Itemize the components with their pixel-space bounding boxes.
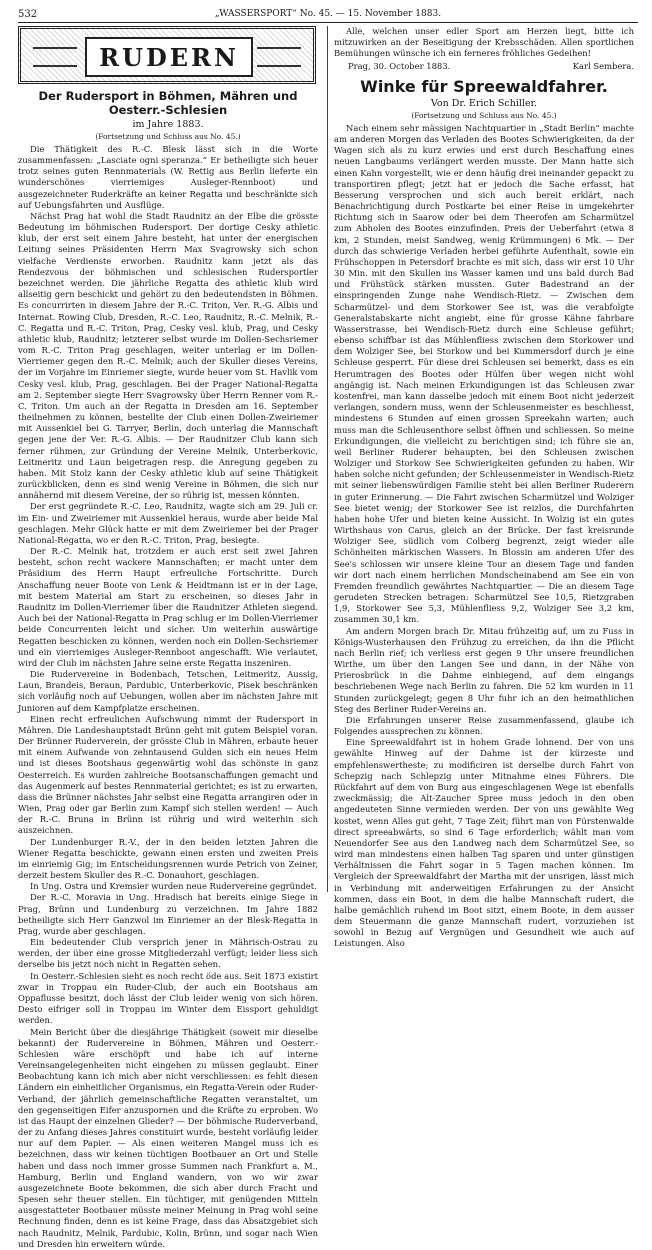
left-column	[18, 26, 318, 1249]
continuation-note: (Fortsetzung und Schluss aus No. 45.)	[411, 110, 557, 120]
signature-name: Karl Sembera.	[572, 60, 634, 71]
paragraph: Der R.-C. Moravia in Ung. Hradisch hat bereits einige Siege in Prag, Brünn und Lundenburg zu verzeichnen. Im Jahre 1882 betheiligte sich Herr Ganzwol im Einriemer an der Blesk-Regatta in Prag, wurde aber geschlagen.	[18, 892, 318, 936]
article-author: Von Dr. Erich Schiller.	[430, 97, 538, 109]
article-title: Der Rudersport in Böhmen, Mähren und Oesterr.-Schlesien	[38, 89, 298, 117]
paragraph: Der Lundenburger R.-V., der in den beiden letzten Jahren die Wiener Regatta beschickte, gewann einen ersten und zweiten Preis im einriemig Gig; im Entscheidungsrennen wurde Petrich von Zeiner, derzeit bestem Skuller des R.-C. Donauhort, geschlagen.	[18, 836, 318, 881]
rudern-section-banner	[18, 26, 316, 84]
paragraph: Der R.-C. Melnik hat, trotzdem er auch erst seit zwei Jahren besteht, schon recht wackere Mannschaften; er macht unter dem Präsidium des Herrn Haupt erfreuliche Fortschritte. Durch Anschaffung neuer Boote von Lenk & Heidtmann ist er in der Lage, mit bestem Material am Start zu erscheinen, so dieses Jahr in Raudnitz im Dollen-Vierriemer über die Raudnitzer Athleten siegend. Auch bei der National-Regatta in Prag schlug er im Dollen-Vierriemer beide Concurrenten leicht und sicher. Um weiterhin auswärtige Regatten beschicken zu können, werden noch ein Dollen-Sechsriemer und ein vierriemiges Ausleger-Rennboot angeschafft. Wie verlautet, wird der Club im nächsten Jahre seine erste Regatta inszeniren.	[18, 546, 318, 668]
running-header	[18, 8, 638, 23]
article-year: im Jahre 1883.	[132, 118, 204, 130]
paragraph: Die Erfahrungen unserer Reise zusammenfassend, glaube ich Folgendes aussprechen zu können.	[334, 714, 634, 737]
page-number: 532	[18, 9, 38, 20]
paragraph: Die Thätigkeit des R.-C. Blesk lässt sich in die Worte zusammenfassen: „Lasciate ogni speranza.“ Er betheiligte sich heuer trotz seines guten Rennmaterials (W. Rettig aus Berlin lieferte ein wunderschönes vierriemiges Ausleger-Rennboot) und ausgezeichneter Ruderkräfte an keiner Regatta und beschränkte sich auf Uebungsfahrten und Ausflüge.	[18, 143, 318, 210]
section-title: RUDERN	[99, 42, 239, 72]
paragraph: Die Rudervereine in Bodenbach, Tetschen, Leitmeritz, Aussig, Laun, Brandeis, Beraun, Pardubic, Unterberkovic, Pisek beschränken sich vorläufig noch auf Uebungen, wollen aber im nächsten Jahre mit Junioren auf dem Kampfplatze erscheinen.	[18, 669, 318, 713]
paragraph: Alle, welchen unser edler Sport am Herzen liegt, bitte ich mitzuwirken an der Beseitigung der Krebsschäden. Allen sportlichen Bemühungen wünsche ich ein ferneres fröhliches Gedeihen!	[334, 26, 634, 59]
paragraph: Einen recht erfreulichen Aufschwung nimmt der Rudersport in Mähren. Die Landeshauptstadt Brünn geht mit gutem Beispiel voran. Der Brünner Ruderverein, der grösste Club in Mähren, erbaute heuer mit einem Aufwande von zehntausend Gulden sich ein neues Heim und ist dieses Bootshaus gegenwärtig wohl das schönste in ganz Oesterreich. Es wurden zahlreiche Bootsanschaffungen gemacht und das Augenmerk auf bestes Rennmaterial gerichtet; es ist zu erwarten, dass die Brünner nächstes Jahr selbst eine Regatta arrangiren oder in Wien, Prag oder gar Berlin zum Kampf sich stellen werden! — Auch der R.-C. Bruna in Brünn ist rührig und wird weiterhin sich auszeichnen.	[18, 713, 318, 836]
signature-place: Prag, 30. October 1883.	[348, 60, 451, 71]
paragraph: Nach einem sehr mässigen Nachtquartier in „Stadt Berlin“ machte am anderen Morgen das Verladen des Bootes Schwierigkeiten, da der Wagen sich als zu kurz erwies und erst durch Beschaffung eines neuen Langbaums verlängert werden musste. Der Mann hatte sich einen Kahn vorgestellt, wie er denn häufig drei ineinander gepackt zu transportiren pflegt; jetzt hat er jedoch die Sache erfasst, hat Besserung versprochen und sich auch bereit erklärt, nach Benachrichtigung durch Postkarte bei einer Reise in umgekehrter Richtung sich in Saarow oder bei dem Theerofen am Scharmützel zum Abholen des Bootes einzufinden. Preis der Ueberfahrt (etwa 8 km, 2 Stunden, meist Sandweg, wenig Krümmungen) 6 Mk. — Der durch das schwierige Verladen herbei geführte Aufenthalt, sowie ein Frühschoppen in Petersdorf brachte es mit sich, dass wir erst 10 Uhr 30 Min. mit den Skullen ins Wasser kamen und uns bald durch Bad und Frühstück stärken mussten. Guter Badestrand an der einspringenden Zunge nahe Wendisch-Rietz. — Zwischen dem Scharmützel- und dem Storkower See ist, was die verabfolgte Generalstabskarte nicht angiebt, eine für grosse Kähne fahrbare Wasserstrasse, bei Wendisch-Rietz durch eine Schleuse geführt; ebenso schiffbar ist das Mühlenfliess zwischen dem Storkower und dem Wolziger See, bei Storkow und bei Kummersdorf durch je eine Schleuse gesperrt. Für diese drei Schleusen sei bemerkt, dass es ein Herumtragen des Bootes oder Hülfen über wegen nicht wohl angängig ist. Nach meinen Erkundigungen ist das Schleusen zwar kostenfrei, man kann dasselbe jedoch mit einem Boot nicht jederzeit verlangen, sondern muss, wenn der Schleusenmeister es beschliesst, mindestens 6 Stunden auf einen grossen Spreekahn warten; auch muss man die Schleusenthore selbst öffnen und schliessen. So meine Erkundigungen, die vielleicht zu berichtigen sind; ich führe sie an, weil Berliner Ruderer behaupten, bei den Schleusen zwischen Wolziger und Storkow See Schwierigkeiten gefunden zu haben. Wir haben solche nicht gefunden; der Schleusenmeister in Wendisch-Rietz mit seiner liebenswürdigen Familie steht bei allen Berliner Ruderern in guter Erinnerung. — Die Fahrt zwischen Scharmützel und Wolziger See bietet wenig; der Storkower See ist reizlos, die Durchfahrten haben hohe Ufer und bieten keine Aussicht. In Wolzig ist ein gutes Wirthshaus von Carus, gleich an der Brücke. Der fast kreisrunde Wolziger See, südlich vom Colberg begrenzt, zeigt wieder alle Schönheiten märkischen Wassers. In Blossin am anderen Ufer des See's schlossen wir unsere kleine Tour an diesem Tage und fanden wir dort nach einem herrlichen Mondscheinabend am See ein von Fremden freundlich gewährtes Nachtquartier. — Die an diesem Tage gerudeten Strecken betragen: Scharmützel See 10,5, Rietzgraben 1,9, Storkower See 5,3, Mühlenfliess 9,2, Wolziger See 3,2 km, zusammen 30,1 km.	[334, 122, 634, 625]
paragraph: Mein Bericht über die diesjährige Thätigkeit (soweit mir dieselbe bekannt) der Rudervereine in Böhmen, Mähren und Oesterr.-Schlesien wäre erschöpft und habe ich auf interne Vereinsangelegenheiten nicht eingehen zu müssen geglaubt. Einer Beobachtung kann ich mich aber nicht verschliessen: es fehlt diesen Ländern ein einheitlicher Organismus, ein Regatta-Verein oder Ruder-Verband, der jährlich gemeinschaftliche Regatten veranstaltet, um den gegenseitigen Eifer anzuspornen und die Kräfte zu erproben. Wo ist das Haupt der einzelnen Glieder? — Der böhmische Ruderverband, der zu Anfang dieses Jahres constituirt wurde, besteht vorläufig leider nur auf dem Papier. — Als einen weiteren Mangel muss ich es bezeichnen, dass wir keinen tüchtigen Bootbauer an Ort und Stelle haben und dass noch immer grosse Summen nach Frankfurt a. M., Hamburg, Berlin und England wandern, von wo wir zwar ausgezeichnete Boote bekommen, die sich aber durch Fracht und Spesen sehr theuer stellen. Ein tüchtiger, mit genügenden Mitteln ausgestatteter Bootbauer müsste meiner Meinung in Prag wohl seine Rechnung finden, denn es ist keine Frage, dass das Absatzgebiet sich nach Raudnitz, Melnik, Pardubic, Kolin, Brünn, und sogar nach Wien und Dresden hin erweitern würde.	[18, 1026, 318, 1249]
paragraph: Der erst gegründete R.-C. Leo, Raudnitz, wagte sich am 29. Juli cr. im Ein- und Zweiriemer mit Aussenkiel heraus, wurde aber beide Mal geschlagen. Mehr Glück hatte er mit dem Zweiriemer bei der Prager National-Regatta, wo er den R.-C. Triton, Prag, besiegte.	[18, 501, 318, 545]
paragraph: In Oesterr.-Schlesien sieht es noch recht öde aus. Seit 1873 existirt zwar in Troppau ein Ruder-Club, der auch ein Bootshaus am Oppaflusse besitzt, doch lässt der Club leider wenig von sich hören. Desto eifriger soll in Troppau im Winter dem Eissport gehuldigt werden.	[18, 970, 318, 1026]
signature-line	[334, 61, 634, 71]
banner-plate	[85, 37, 253, 77]
newspaper-page	[18, 8, 638, 1249]
right-column	[334, 26, 634, 949]
paragraph: Am andern Morgen brach Dr. Mitau frühzeitig auf, um zu Fuss in Königs-Wusterhausen den Frühzug zu erreichen, da ihn die Pflicht nach Berlin rief; ich verliess erst gegen 9 Uhr unsere freundlichen Wirthe, um über den Langen See und dann, in der Nähe von Prierosbrück in die Dahme einbiegend, auf dem eingangs beschriebenen Wege nach Berlin zu fahren. Die 52 km wurden in 11 Stunden zurückgelegt; gegen 8 Uhr fuhr ich an den heimathlichen Steg des Berliner Ruder-Vereins an.	[334, 625, 634, 714]
ornament-left-icon	[33, 47, 77, 67]
running-head-title: „WASSERSPORT“ No. 45. — 15. November 1883.	[214, 9, 442, 19]
paragraph: Eine Spreewaldfahrt ist in hohem Grade lohnend. Der von uns gewählte Hinweg auf der Dahme ist der kürzeste und empfehlenswertheste; zu modificiren ist derselbe durch Fahrt von Schepzig nach Schlepzig unter Mitnahme eines Führers. Die Rückfahrt auf dem von Burg aus eingeschlagenen Wege ist ebenfalls zweckmässig; die Alt-Zaucher Spree muss jedoch in den oben angedeuteten Sinne vermieden werden. Der von uns gewählte Weg kostet, wenn Alles gut geht, 7 Tage Zeit; führt man von Fürstenwalde direct spreeabwärts, so sind 6 Tage erforderlich; wählt man vom Neuendorfer See aus den Landweg nach dem Scharmützel See, so wird man mindestens einen halben Tag sparen und unter günstigen Verhältnissen die Fahrt sogar in 5 Tagen machen können. Im Vergleich der Spreewaldfahrt der Martha mit der unsrigen, lässt mich in Verbindung mit anderweitigen Erfahrungen zu der Ansicht kommen, dass ein Boot, in dem die halbe Mannschaft rudert, die halbe gemächlich ruhend im Boot sitzt, einem Boote, in dem ausser dem Steuermann die ganze Mannschaft rudert, vorzuziehen ist sowohl in Bezug auf Vergnügen und Gesundheit wie auch auf Leistungen. Also	[334, 737, 634, 949]
paragraph: In Ung. Ostra und Kremsier wurden neue Rudervereine gegründet.	[30, 881, 317, 892]
paragraph: Nächst Prag hat wohl die Stadt Raudnitz an der Elbe die grösste Bedeutung im böhmischen Rudersport. Der dortige Cesky athletic klub, der erst seit einem Jahre besteht, hat unter der energischen Leitung seines Präsidenten Herrn Max Svagrowsky sich schon vielfache Verdienste erworben. Raudnitz kann jetzt als das Rendezvous der böhmischen und schlesischen Rudersportler bezeichnet werden. Die jährliche Regatta des athletic klub wird allseitig gern beschickt und gehört zu den bedeutendsten in Böhmen. Es concurrirten in diesem Jahre der R.-C. Triton, Ver. R.-G. Albis und Internat. Rowing Club, Dresden, R.-C. Leo, Raudnitz, R.-C. Melnik, R.-C. Regatta und R.-C. Triton, Prag, Cesky vesl. klub, Prag, und Cesky athletic klub, Raudnitz; letzterer selbst wurde im Dollen-Sechsriemer vom R.-C. Triton Prag geschlagen, weiter unterlag er im Dollen-Vierriemer gegen den R.-C. Melnik; auch der Skuller dieses Vereins, der im Vorjahre im Einriemer siegte, wurde heuer vom St. Havlik vom Cesky vesl. klub, Prag, geschlagen. Bei der Prager National-Regatta am 2. September siegte Herr Svagrowsky über Herrn Renner vom R.-C. Triton. Um auch an der Regatta in Dresden am 16. September theilnehmen zu können, bestellte der Club einen Dollen-Zweiriemer mit Aussenkiel bei G. Tarryer, Berlin, doch unterlag die Mannschaft gegen jene der Ver. R.-G. Albis. — Der Raudnitzer Club kann sich ferner rühmen, zur Gründung der Vereine Melnik, Unterberkovic, Leitmeritz und Laun beigetragen resp. die Anregung gegeben zu haben. Mit Stolz kann der Cesky athletic klub auf seine Thätigkeit zurückblicken, denn es sind wenig Vereine in Böhmen, die sich nur annähernd mit diesem Vereine, der so rührig ist, messen könnten.	[18, 210, 318, 501]
continuation-note: (Fortsetzung und Schluss aus No. 45.)	[95, 131, 241, 141]
paragraph: Ein bedeutender Club versprich jener in Mährisch-Ostrau zu werden, der über eine grosse Mitgliederzahl verfügt; leider liess sich derselbe bis jetzt noch nicht in Regatten sehen.	[18, 937, 318, 970]
ornament-right-icon	[257, 47, 301, 67]
column-divider	[327, 26, 328, 892]
article-title: Winke für Spreewaldfahrer.	[360, 76, 608, 96]
